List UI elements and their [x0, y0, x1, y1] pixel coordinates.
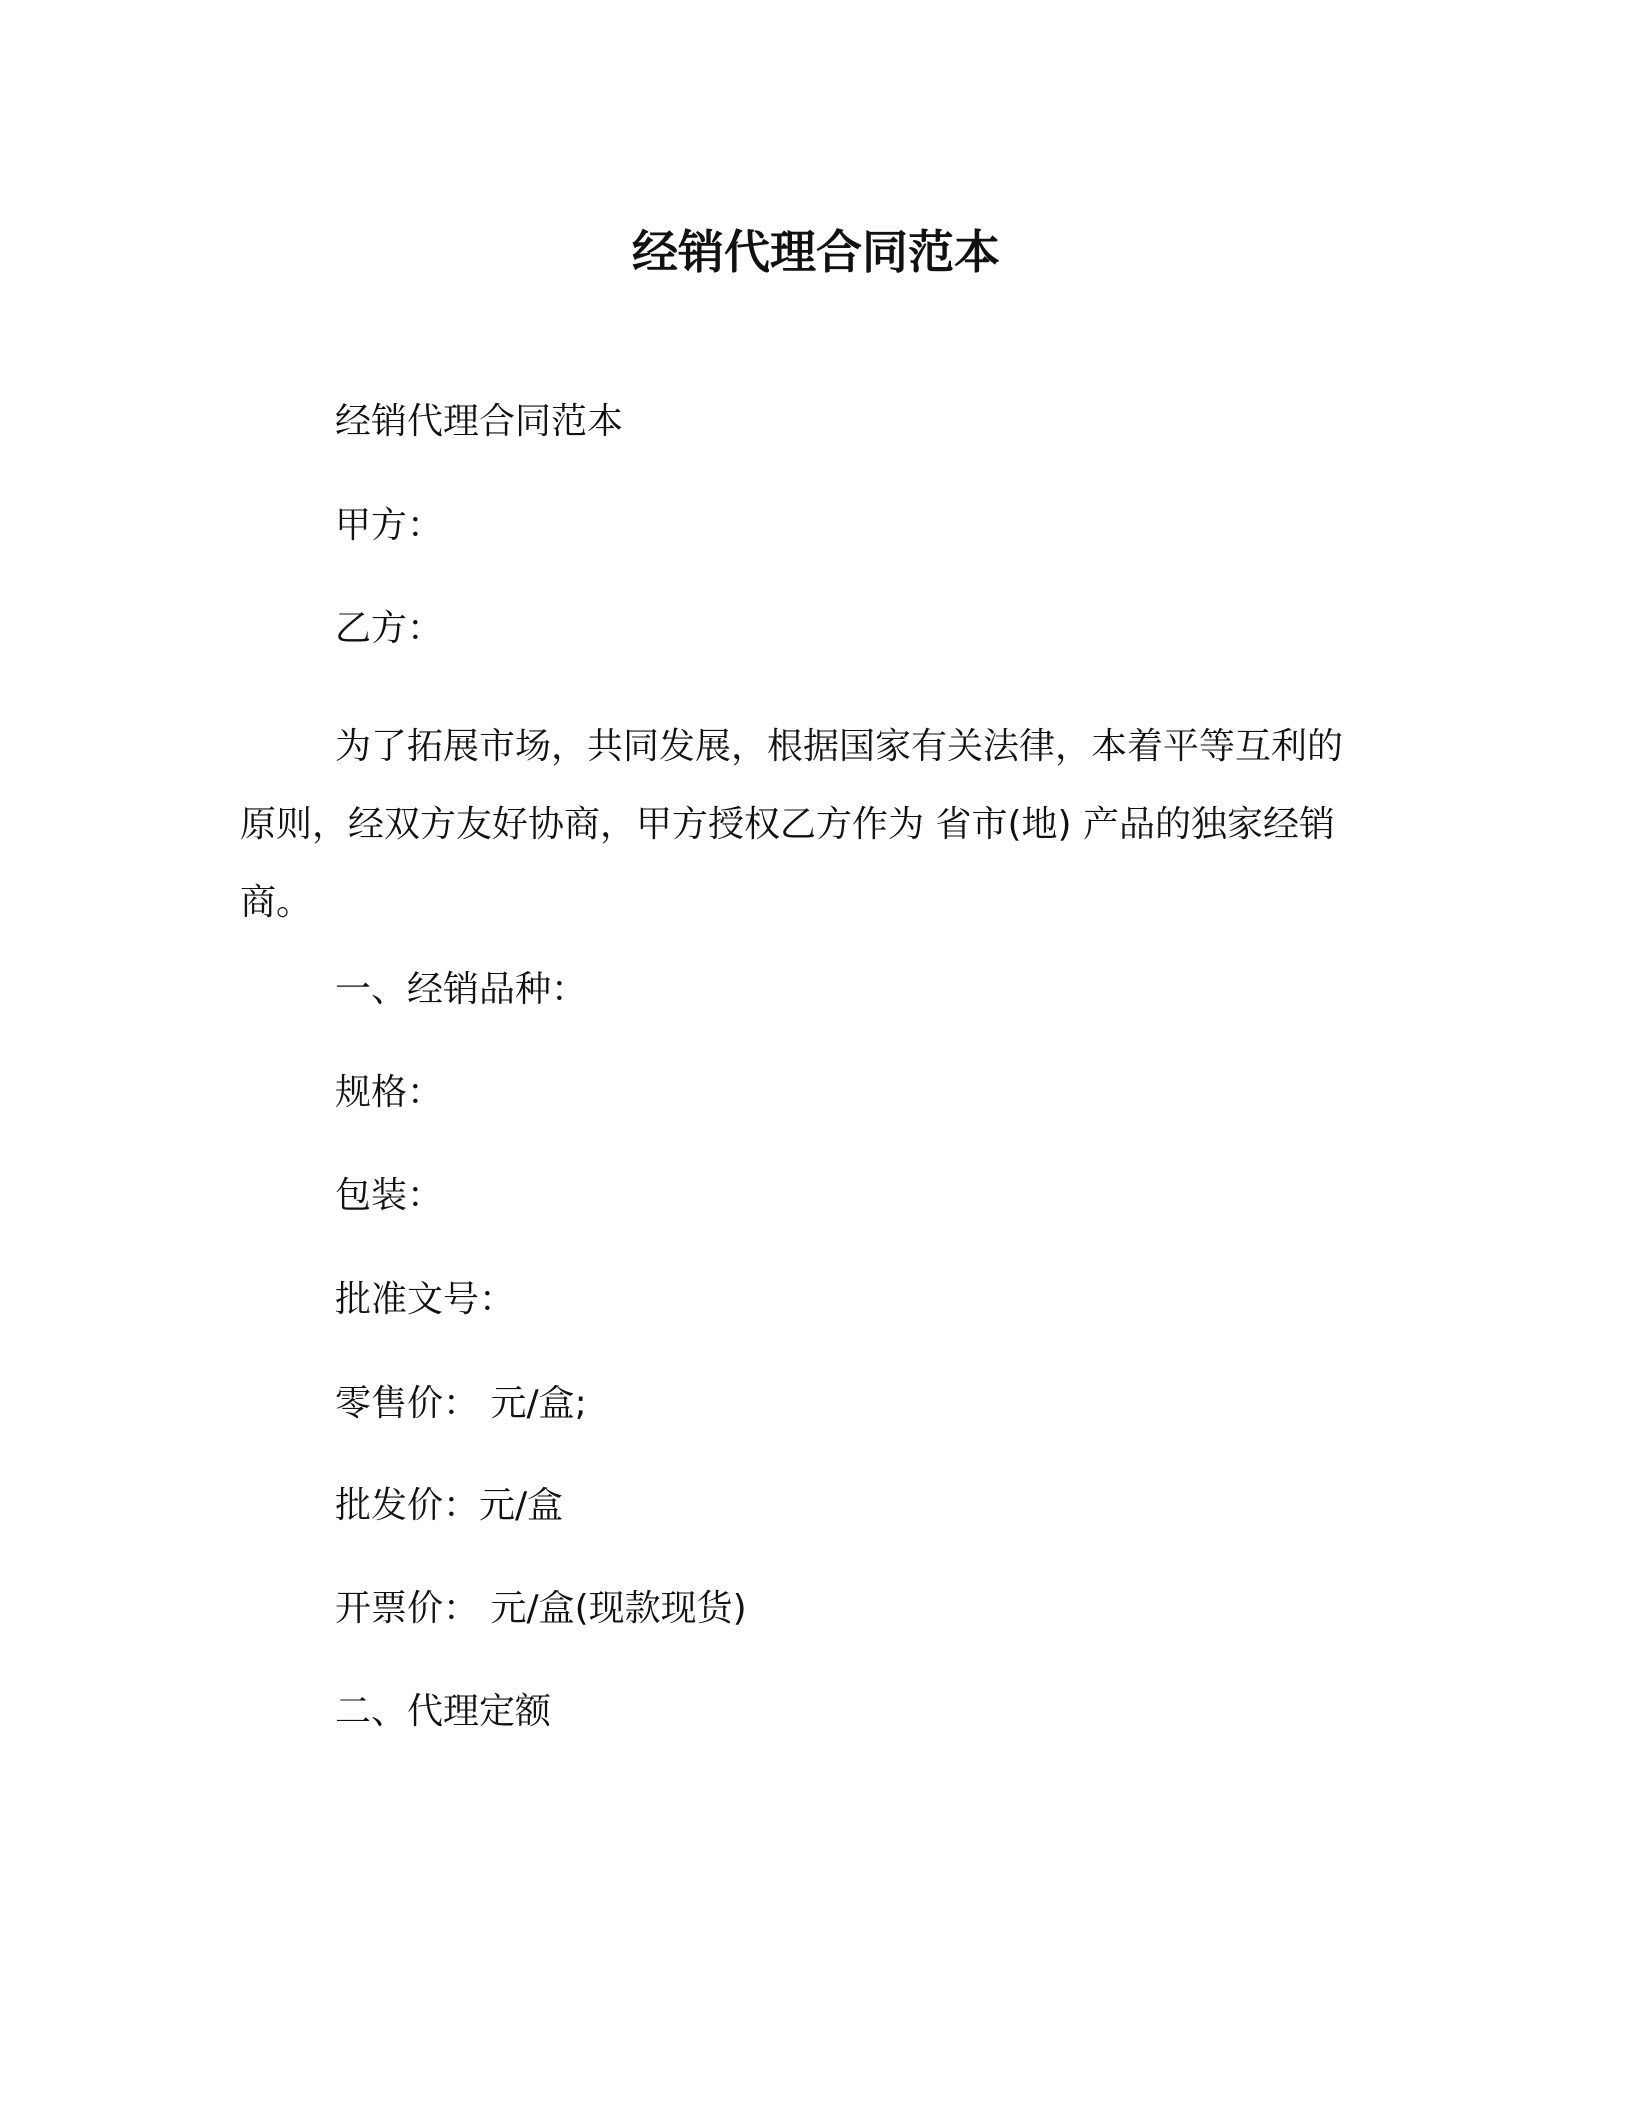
- invoice-price-label: 开票价： 元/盒(现款现货): [335, 1588, 747, 1629]
- intro-line-3: 商。: [240, 882, 313, 923]
- subtitle: 经销代理合同范本: [335, 401, 624, 442]
- spec-label: 规格：: [335, 1072, 444, 1113]
- intro-line-1: 为了拓展市场，共同发展，根据国家有关法律，本着平等互利的: [335, 726, 1344, 767]
- intro-paragraph: [240, 708, 1400, 942]
- approval-number-label: 批准文号：: [335, 1279, 516, 1320]
- wholesale-price-label: 批发价：元/盒: [335, 1485, 564, 1526]
- section-2-heading: 二、代理定额: [335, 1691, 552, 1732]
- party-b-label: 乙方：: [335, 608, 444, 649]
- packaging-label: 包装：: [335, 1175, 444, 1216]
- party-a-label: 甲方：: [335, 505, 444, 546]
- retail-price-label: 零售价： 元/盒;: [335, 1383, 587, 1424]
- section-1-heading: 一、经销品种：: [335, 969, 588, 1010]
- document-title: 经销代理合同范本: [632, 225, 1000, 279]
- intro-line-2: 原则，经双方友好协商，甲方授权乙方作为 省市(地) 产品的独家经销: [240, 804, 1335, 845]
